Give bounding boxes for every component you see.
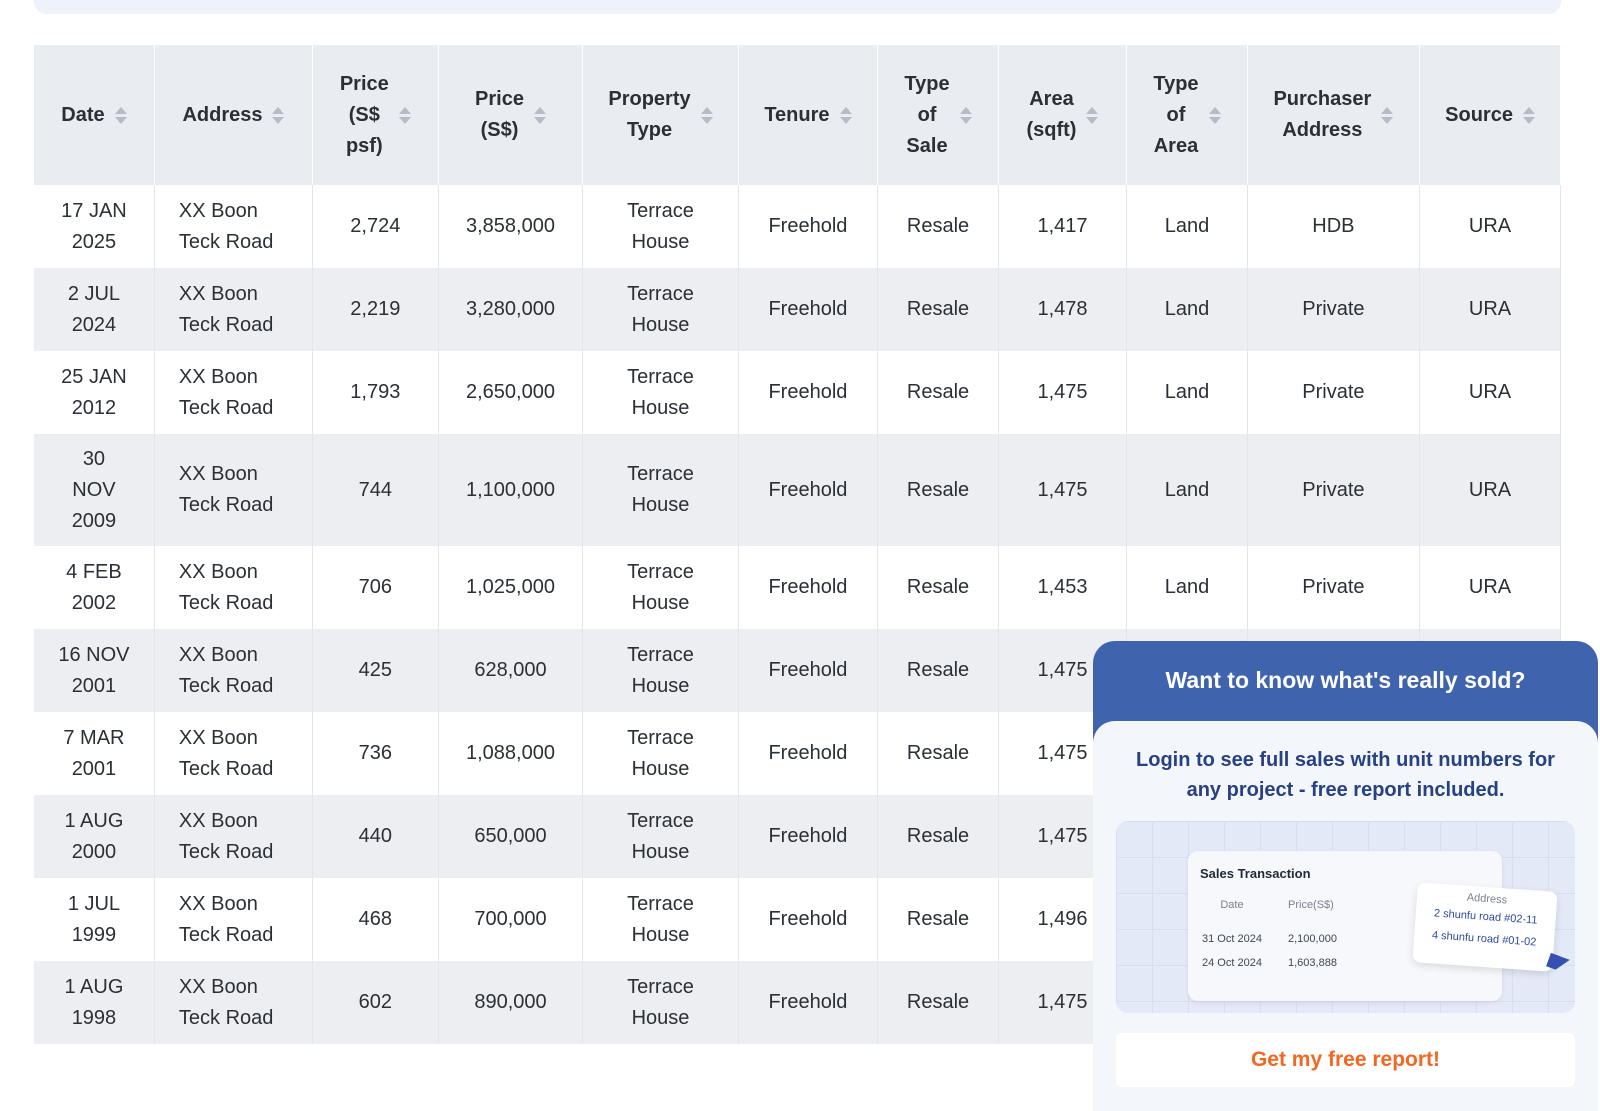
column-header-label: Source [1445,103,1513,126]
get-free-report-button[interactable]: Get my free report! [1116,1033,1575,1087]
report-preview-image [1116,821,1575,1013]
area-cell: 1,417 [998,185,1127,268]
price-cell: 3,858,000 [438,185,583,268]
type-of-sale-cell: Resale [878,268,998,351]
address-highlight-card [1412,882,1557,972]
sort-icon[interactable] [399,107,411,124]
price-value: 1,603,888 [1288,957,1337,969]
sort-icon[interactable] [1523,107,1535,124]
type-of-sale-cell: Resale [878,878,998,961]
price-psf-cell: 1,793 [313,351,439,434]
tenure-cell: Freehold [738,712,878,795]
date-cell: 7 MAR 2001 [34,712,154,795]
sort-icon[interactable] [1381,107,1393,124]
tenure-cell: Freehold [738,434,878,546]
price-psf-cell: 744 [313,434,439,546]
column-header[interactable] [998,45,1127,185]
property-type-cell: Terrace House [583,629,738,712]
date-cell: 4 FEB 2002 [34,546,154,629]
area-cell: 1,475 [998,629,1127,712]
address-cell: XX Boon Teck Road [154,878,312,961]
table-row [34,546,1561,629]
type-of-area-cell: Land [1127,434,1247,546]
column-header-label: Property Type [608,88,691,141]
column-header-label: Purchaser Address [1273,88,1372,141]
price-psf-cell: 736 [313,712,439,795]
column-header-label: Type of Area [1153,72,1199,157]
tenure-cell: Freehold [738,546,878,629]
tenure-cell: Freehold [738,629,878,712]
type-of-sale-cell: Resale [878,712,998,795]
sort-icon[interactable] [115,107,127,124]
price-psf-cell: 2,219 [313,268,439,351]
price-psf-cell: 602 [313,961,439,1044]
column-header[interactable] [1420,45,1561,185]
date-column [1202,899,1262,981]
type-of-sale-cell: Resale [878,546,998,629]
price-psf-cell: 2,724 [313,185,439,268]
column-header-label: Price (S$ psf) [339,72,389,157]
popup-subtitle: Login to see full sales with unit numbers for any project - free report included. [1136,749,1555,801]
type-of-sale-cell: Resale [878,629,998,712]
table-row [34,185,1561,268]
column-header[interactable] [738,45,878,185]
column-header[interactable] [1127,45,1247,185]
sort-icon[interactable] [701,107,713,124]
address-cell: XX Boon Teck Road [154,185,312,268]
type-of-sale-cell: Resale [878,351,998,434]
column-header[interactable] [438,45,583,185]
property-type-cell: Terrace House [583,185,738,268]
top-panel-edge [34,0,1561,14]
login-promo-popup [1093,641,1598,1111]
price-psf-cell: 425 [313,629,439,712]
price-cell: 650,000 [438,795,583,878]
price-cell: 1,088,000 [438,712,583,795]
type-of-sale-cell: Resale [878,961,998,1044]
sort-icon[interactable] [272,107,284,124]
price-cell: 628,000 [438,629,583,712]
date-cell: 25 JAN 2012 [34,351,154,434]
column-header[interactable] [1247,45,1419,185]
table-row [34,268,1561,351]
type-of-sale-cell: Resale [878,434,998,546]
source-cell: URA [1420,268,1561,351]
date-cell: 1 AUG 1998 [34,961,154,1044]
type-of-area-cell: Land [1127,268,1247,351]
price-cell: 3,280,000 [438,268,583,351]
column-header[interactable] [583,45,738,185]
tenure-cell: Freehold [738,351,878,434]
price-header: Price(S$) [1288,899,1334,911]
price-cell: 2,650,000 [438,351,583,434]
type-of-area-cell: Land [1127,185,1247,268]
popup-title: Want to know what's really sold? [1165,666,1526,693]
address-cell: XX Boon Teck Road [154,629,312,712]
address-cell: XX Boon Teck Road [154,351,312,434]
address-cell: XX Boon Teck Road [154,546,312,629]
column-header-label: Tenure [764,103,830,126]
column-header-label: Date [61,103,105,126]
tenure-cell: Freehold [738,961,878,1044]
price-value: 2,100,000 [1288,933,1337,945]
property-type-cell: Terrace House [583,351,738,434]
tenure-cell: Freehold [738,268,878,351]
sort-icon[interactable] [1086,107,1098,124]
purchaser-address-cell: Private [1247,546,1419,629]
popup-body [1093,721,1598,1111]
address-value: 4 shunfu road #01-02 [1431,929,1537,949]
source-cell: URA [1420,351,1561,434]
tenure-cell: Freehold [738,878,878,961]
column-header[interactable] [34,45,154,185]
column-header-label: Type of Sale [904,72,950,157]
area-cell: 1,453 [998,546,1127,629]
address-cell: XX Boon Teck Road [154,268,312,351]
date-value: 31 Oct 2024 [1202,933,1262,945]
type-of-sale-cell: Resale [878,185,998,268]
sort-icon[interactable] [1209,107,1221,124]
table-row [34,434,1561,546]
purchaser-address-cell: HDB [1247,185,1419,268]
type-of-sale-cell: Resale [878,795,998,878]
purchaser-address-cell: Private [1247,434,1419,546]
sort-icon[interactable] [840,107,852,124]
price-psf-cell: 440 [313,795,439,878]
address-value: 2 shunfu road #02-11 [1433,907,1538,927]
property-type-cell: Terrace House [583,878,738,961]
table-header-row [34,45,1561,185]
type-of-area-cell: Land [1127,546,1247,629]
source-cell: URA [1420,434,1561,546]
date-cell: 1 AUG 2000 [34,795,154,878]
sort-icon[interactable] [960,107,972,124]
address-cell: XX Boon Teck Road [154,434,312,546]
price-cell: 890,000 [438,961,583,1044]
property-type-cell: Terrace House [583,795,738,878]
column-header-label: Address [182,103,263,126]
card-title: Sales Transaction [1200,866,1311,881]
purchaser-address-cell: Private [1247,351,1419,434]
date-cell: 1 JUL 1999 [34,878,154,961]
price-cell: 1,025,000 [438,546,583,629]
price-cell: 1,100,000 [438,434,583,546]
area-cell: 1,475 [998,712,1127,795]
cursor-icon [1546,953,1570,973]
address-cell: XX Boon Teck Road [154,795,312,878]
price-psf-cell: 706 [313,546,439,629]
column-header[interactable] [878,45,998,185]
table-row [34,351,1561,434]
date-cell: 2 JUL 2024 [34,268,154,351]
property-type-cell: Terrace House [583,434,738,546]
price-psf-cell: 468 [313,878,439,961]
sort-icon[interactable] [534,107,546,124]
date-cell: 17 JAN 2025 [34,185,154,268]
price-column [1288,899,1337,981]
property-type-cell: Terrace House [583,546,738,629]
sales-transaction-card [1188,851,1538,1001]
date-cell: 16 NOV 2001 [34,629,154,712]
date-header: Date [1220,899,1244,911]
column-header-label: Area (sqft) [1026,88,1077,141]
source-cell: URA [1420,546,1561,629]
property-type-cell: Terrace House [583,712,738,795]
date-value: 24 Oct 2024 [1202,957,1262,969]
area-cell: 1,496 [998,878,1127,961]
area-cell: 1,475 [998,434,1127,546]
tenure-cell: Freehold [738,185,878,268]
address-header: Address [1466,891,1508,907]
source-cell: URA [1420,185,1561,268]
date-cell: 30 NOV 2009 [34,434,154,546]
area-cell: 1,475 [998,961,1127,1044]
column-header[interactable] [313,45,439,185]
column-header-label: Price (S$) [475,88,524,141]
area-cell: 1,475 [998,351,1127,434]
type-of-area-cell: Land [1127,351,1247,434]
price-cell: 700,000 [438,878,583,961]
address-cell: XX Boon Teck Road [154,712,312,795]
property-type-cell: Terrace House [583,961,738,1044]
tenure-cell: Freehold [738,795,878,878]
property-type-cell: Terrace House [583,268,738,351]
address-cell: XX Boon Teck Road [154,961,312,1044]
area-cell: 1,475 [998,795,1127,878]
column-header[interactable] [154,45,312,185]
purchaser-address-cell: Private [1247,268,1419,351]
area-cell: 1,478 [998,268,1127,351]
